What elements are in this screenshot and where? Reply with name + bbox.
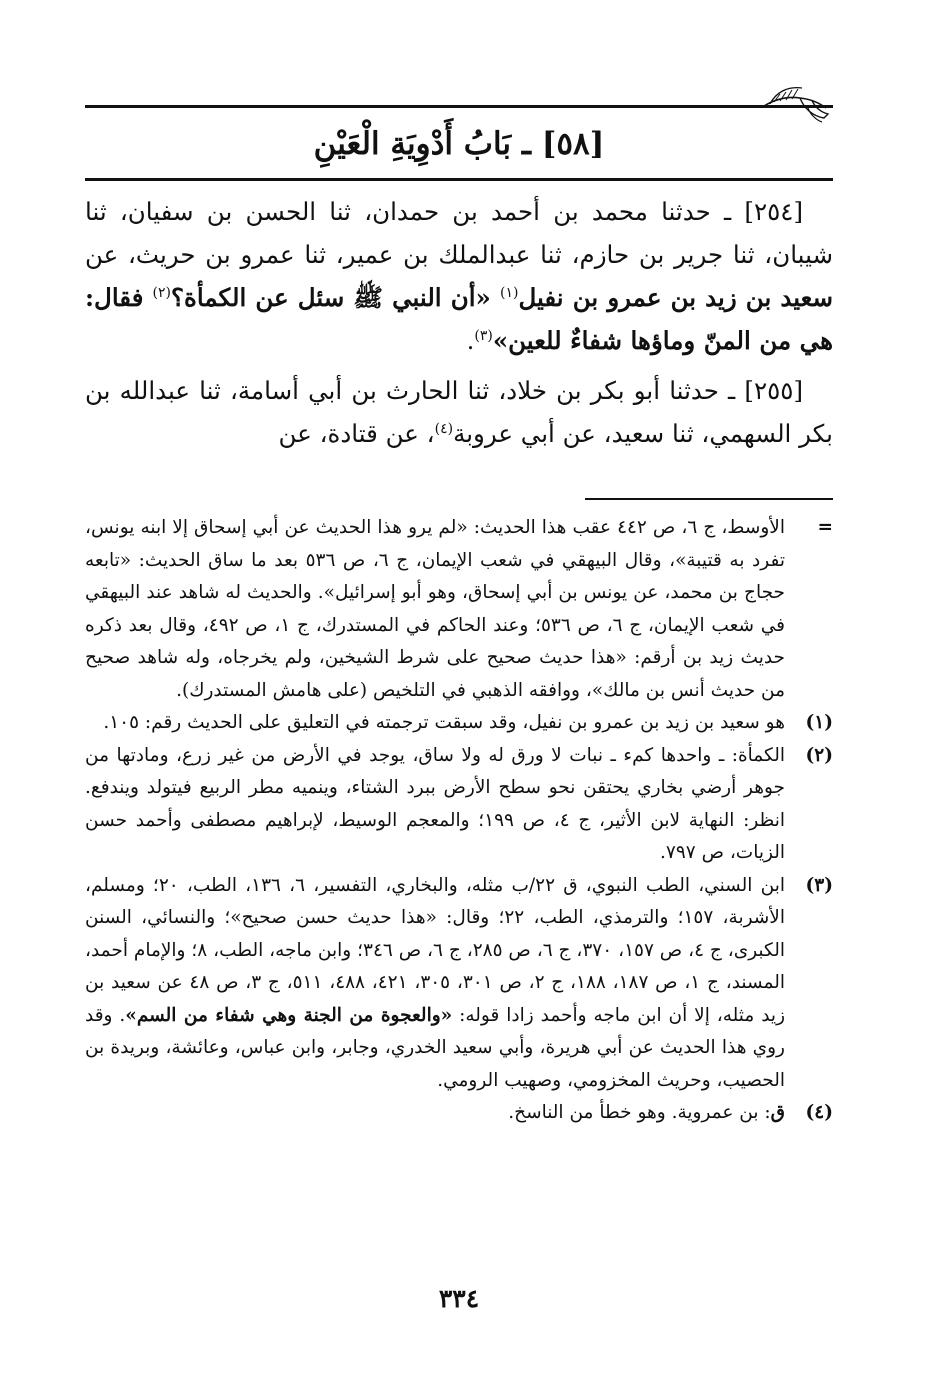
chapter-title: [٥٨] ـ بَابُ أَدْوِيَةِ الْعَيْنِ bbox=[313, 126, 605, 162]
manuscript-siglum: ق bbox=[770, 1102, 785, 1123]
footnote-text: هو سعيد بن زيد بن عمرو بن نفيل، وقد سبقت ترجمته في التعليق على الحديث رقم: ١٠٥. bbox=[103, 712, 785, 733]
footnote-mark: (٢) bbox=[805, 744, 833, 766]
footnote-text-2: . وقد روي هذا الحديث عن أبي هريرة، وأبي سعيد الخدري، وجابر، وابن عباس، وعائشة، وبريدة بن الحصيب، وحريث المخزومي، وصهيب الرومي. bbox=[85, 1004, 785, 1091]
footnote-2 bbox=[85, 740, 833, 870]
footnote-mark: = bbox=[817, 517, 833, 538]
footnote-mark: (٤) bbox=[805, 1102, 833, 1123]
footnote-text: : بن عمروية. وهو خطأ من الناسخ. bbox=[508, 1102, 771, 1123]
footnote-3 bbox=[85, 870, 833, 1098]
footnote-ref-3: (٣) bbox=[474, 327, 493, 344]
hadith-254-matn-1: «أن النبي ﷺ سئل عن الكمأة؟ bbox=[171, 283, 500, 312]
footnote-separator bbox=[585, 498, 833, 500]
hadith-254-end: . bbox=[466, 326, 475, 355]
footnote-mark: (٣) bbox=[805, 874, 833, 896]
hadith-254-matn-2: فقال: هي من المنّ وماؤها شفاءٌ للعين» bbox=[85, 283, 833, 355]
hadith-255 bbox=[85, 369, 833, 455]
footnote-text: ابن السني، الطب النبوي، ق ٢٢/ب مثله، والبخاري، التفسير، ٦، ١٣٦، الطب، ٢٠؛ ومسلم، الأشربة، ١٥٧؛ والترمذي، الطب، ٢٢؛ وقال: «هذا حديث حسن صحيح»؛ والنسائي، السنن الكبرى، ج ٤، ص ١٥٧، ٣٧٠، ج ٦، ص ٢٨٥، ج ٦، ص ٣٤٦؛ وابن ماجه، الطب، ٨؛ والإمام أحمد، المسند، ج ١، ص ١٨٧، ١٨٨، ج ٢، ص ٣٠١، ٣٠٥، ٤٢١، ٤٨٨، ٥١١، ج ٣، ص ٤٨ عن سعيد بن زيد مثله، إلا أن ابن ماجه وأحمد زادا قوله: bbox=[85, 874, 786, 1026]
hadith-254 bbox=[85, 190, 833, 362]
footnote-1 bbox=[85, 707, 833, 740]
main-text bbox=[85, 190, 833, 462]
footnote-ref-2: (٢) bbox=[152, 284, 172, 301]
hadith-255-text-2: ، عن قتادة، عن bbox=[278, 419, 435, 448]
footnote-text: الكمأة: ـ واحدها كمء ـ نبات لا ورق له ولا ساق، يوجد في الأرض من غير زرع، ومادتها من جوهر أرضي بخاري يحتقن نحو سطح الأرض ببرد الشتاء، وينميه مطر الربيع فيتولد ويندفع. انظر: النهاية لابن الأثير، ج ٤، ص ١٩٩؛ والمعجم الوسيط، لإبراهيم مصطفى وأحمد حسن الزيات، ص ٧٩٧. bbox=[85, 744, 785, 863]
footnote-mark: (١) bbox=[805, 712, 833, 733]
footnote-ref-1: (١) bbox=[499, 284, 519, 301]
footnote-ref-4: (٤) bbox=[434, 420, 454, 437]
top-rule bbox=[85, 105, 833, 108]
footnote-bold-quote: «والعجوة من الجنة وهي شفاء من السم» bbox=[125, 1004, 453, 1026]
title-rule bbox=[85, 178, 833, 181]
footnote-4 bbox=[85, 1097, 833, 1130]
narrator-name: سعيد بن زيد بن عمرو بن نفيل bbox=[518, 283, 833, 312]
footnote-text-group bbox=[85, 870, 785, 1098]
page-number: ٣٣٤ bbox=[438, 1284, 480, 1313]
footnote-continuation bbox=[85, 512, 833, 707]
footnote-text: الأوسط، ج ٦، ص ٤٤٢ عقب هذا الحديث: «لم يرو هذا الحديث عن أبي إسحاق إلا ابنه يونس، تفرد به قتيبة»، وقال البيهقي في شعب الإيمان، ج ٦، ص ٥٣٦ بعد ما ساق الحديث: «تابعه حجاج بن محمد، عن يونس بن أبي إسحاق، وهو أبو إسرائيل». والحديث له شاهد عند البيهقي في شعب الإيمان، ج ٦، ص ٥٣٦؛ وعند الحاكم في المستدرك، ج ١، ص ٤٩٢، وقال بعد ذكره حديث زيد بن أرقم: «هذا حديث صحيح على شرط الشيخين، ولم يخرجاه، وله شاهد صحيح من حديث أنس بن مالك»، ووافقه الذهبي في التلخيص (على هامش المستدرك). bbox=[85, 517, 785, 701]
hadith-255-text: [٢٥٥] ـ حدثنا أبو بكر بن خلاد، ثنا الحارث بن أبي أسامة، ثنا عبدالله بن بكر السهمي، ثنا سعيد، عن أبي عروبة bbox=[85, 376, 833, 448]
hadith-254-text: [٢٥٤] ـ حدثنا محمد بن أحمد بن حمدان، ثنا الحسن بن سفيان، ثنا شيبان، ثنا جرير بن حازم، ثنا عبدالملك بن عمير، ثنا عمرو بن حريث، عن bbox=[85, 197, 833, 269]
footnote-text-group bbox=[85, 1097, 785, 1130]
footnotes bbox=[85, 512, 833, 1130]
